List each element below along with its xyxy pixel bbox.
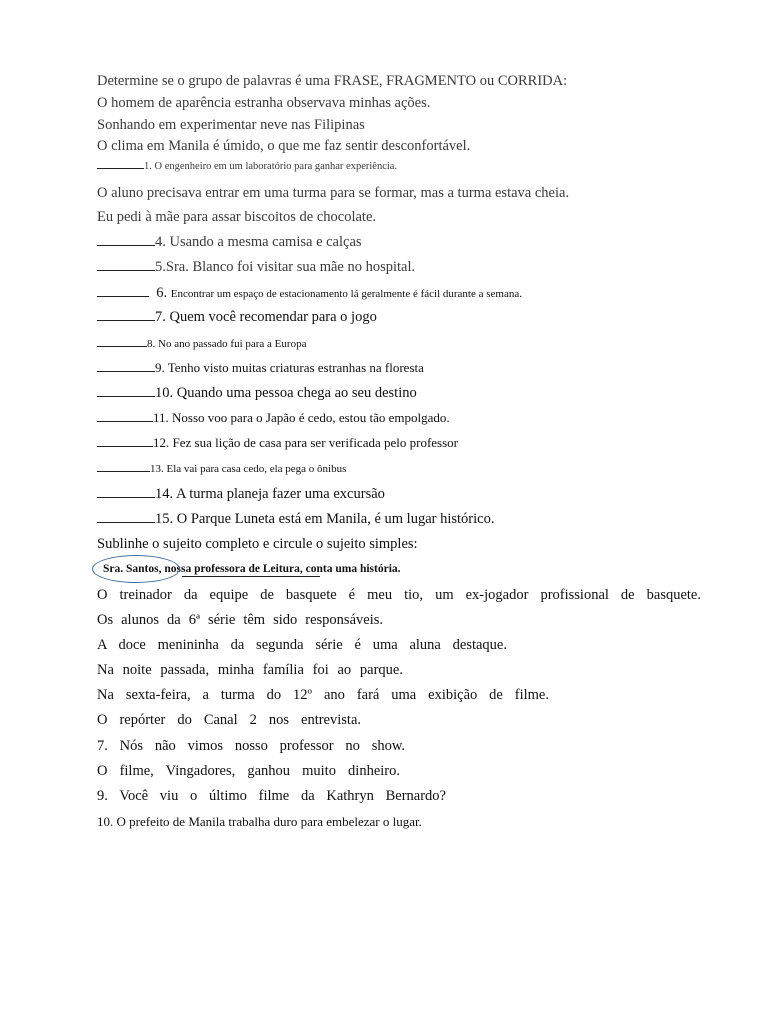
item-text: Encontrar um espaço de estacionamento lá geralmente é fácil durante a semana. [170,288,522,300]
item-number: 11. [153,410,169,425]
answer-blank[interactable] [97,485,155,498]
item-number: 13. [150,463,164,475]
answer-blank[interactable] [97,359,155,372]
item-number: 14. [155,486,174,502]
sentence-2: Os alunos da 6ª série têm sido responsáveis. [97,612,383,628]
item-number: 12. [153,435,170,450]
subject-example: Sra. Santos, nossa professora de Leitura, conta uma história. [103,563,401,575]
example-sentence-b: Sonhando em experimentar neve nas Filipinas [97,117,365,133]
answer-blank[interactable] [97,284,149,297]
answer-blank[interactable] [97,258,155,271]
item-text: Sra. Blanco foi visitar sua mãe no hospital. [165,259,416,275]
answer-blank[interactable] [97,384,155,397]
item-14 [97,485,385,503]
sentence-10: 10. O prefeito de Manila trabalha duro para embelezar o lugar. [97,814,422,829]
item-text: A turma planeja fazer uma excursão [175,486,385,502]
item-text: Quando uma pessoa chega ao seu destino [176,385,417,401]
item-1 [97,156,397,176]
answer-blank[interactable] [97,156,144,169]
answer-blank[interactable] [97,409,153,422]
item-text: Ela vai para casa cedo, ela pega o ônibus [166,463,347,475]
item-number: 10. [155,385,174,401]
item-13 [97,459,346,478]
item-4 [97,233,362,251]
item-6 [97,284,522,303]
instructions-heading: Determine se o grupo de palavras é uma FRASE, FRAGMENTO ou CORRIDA: [97,73,568,89]
item-text: Quem você recomendar para o jogo [169,309,377,325]
sentence-4: Na noite passada, minha família foi ao parque. [97,662,403,678]
item-number: 9. [155,360,165,375]
item-11 [97,409,450,427]
item-number: 5. [155,259,166,275]
sentence-1: O treinador da equipe de basquete é meu tio, um ex-jogador profissional de basquete. [97,587,701,603]
sentence-8: O filme, Vingadores, ganhou muito dinheiro. [97,763,400,779]
item-3: Eu pedi à mãe para assar biscoitos de chocolate. [97,209,377,225]
item-10 [97,384,417,402]
item-5 [97,258,415,276]
complete-subject-underline [182,576,320,577]
sentence-7: 7. Nós não vimos nosso professor no show. [97,738,405,754]
item-number: 4. [155,234,166,250]
item-number: 1. [144,161,152,172]
item-number: 15. [155,511,174,527]
item-2: O aluno precisava entrar em uma turma para se formar, mas a turma estava cheia. [97,185,570,201]
example-sentence-c: O clima em Manila é úmido, o que me faz sentir desconfortável. [97,138,471,154]
item-7 [97,308,377,326]
item-text: Fez sua lição de casa para ser verificada pelo professor [172,435,458,450]
example-sentence-a: O homem de aparência estranha observava minhas ações. [97,95,431,111]
item-text: Tenho visto muitas criaturas estranhas na floresta [167,360,424,375]
item-12 [97,434,458,452]
answer-blank[interactable] [97,233,155,246]
item-8 [97,334,306,353]
item-number: 6. [156,285,168,301]
item-text: Usando a mesma camisa e calças [169,234,362,250]
item-text: O Parque Luneta está em Manila, é um lugar histórico. [176,511,495,527]
item-number: 8. [147,338,156,350]
item-number: 7. [155,309,166,325]
item-text: O engenheiro em um laboratório para ganhar experiência. [154,161,398,172]
item-15 [97,510,494,528]
simple-subject-circle [92,555,180,583]
sentence-3: A doce menininha da segunda série é uma aluna destaque. [97,637,507,653]
sentence-6: O repórter do Canal 2 nos entrevista. [97,712,361,728]
instructions-subject: Sublinhe o sujeito completo e circule o sujeito simples: [97,536,418,552]
answer-blank[interactable] [97,434,153,447]
answer-blank[interactable] [97,308,155,321]
item-text: No ano passado fui para a Europa [158,338,307,350]
item-9 [97,359,424,377]
answer-blank[interactable] [97,334,147,347]
sentence-9: 9. Você viu o último filme da Kathryn Bernardo? [97,788,446,804]
sentence-5: Na sexta-feira, a turma do 12º ano fará uma exibição de filme. [97,687,549,703]
answer-blank[interactable] [97,510,155,523]
item-text: Nosso voo para o Japão é cedo, estou tão empolgado. [172,410,450,425]
answer-blank[interactable] [97,459,150,472]
